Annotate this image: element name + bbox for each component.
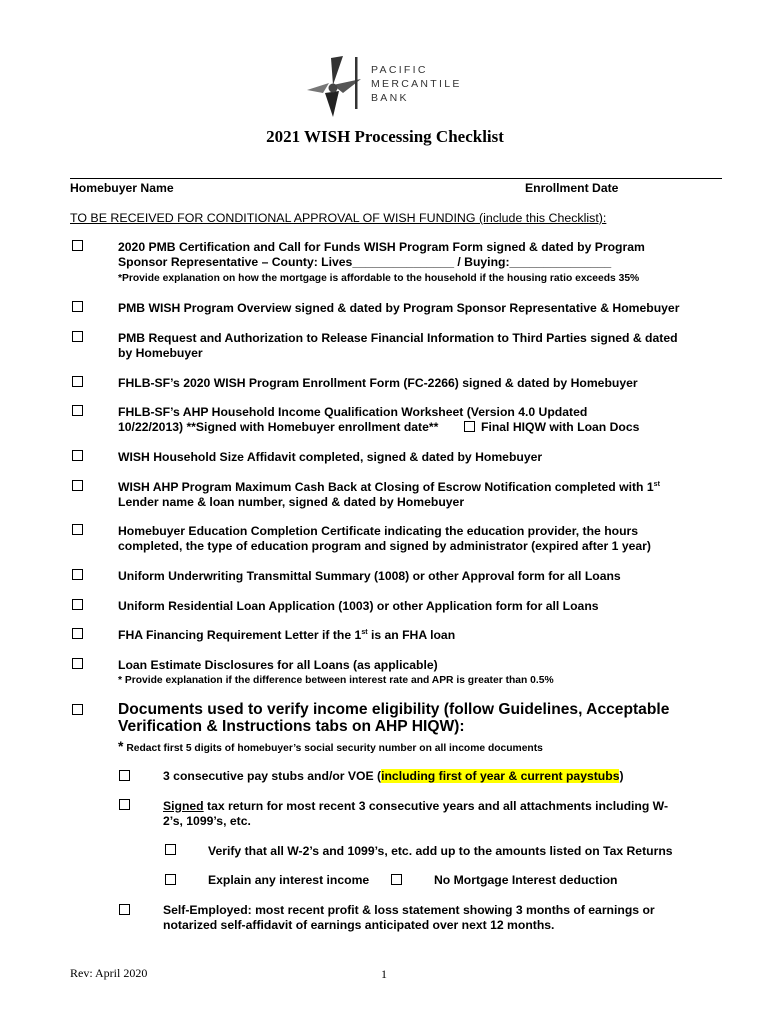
- item-no-mortgage-interest: No Mortgage Interest deduction: [434, 873, 618, 887]
- checkbox-transmittal-summary[interactable]: [72, 569, 83, 580]
- checkbox-loan-estimate[interactable]: [72, 658, 83, 669]
- item-pmb-certification-note: *Provide explanation on how the mortgage is affordable to the household if the housing ratio exceeds 35%: [118, 273, 640, 284]
- item-income-worksheet-line2: 10/22/2013) **Signed with Homebuyer enrollment date**: [118, 420, 439, 434]
- item-fha-letter-text-a: FHA Financing Requirement Letter if the 1: [118, 628, 362, 642]
- tax-return-text: tax return for most recent 3 consecutive years and all attachments including W-: [203, 799, 668, 813]
- item-verify-w2: Verify that all W-2’s and 1099’s, etc. add up to the amounts listed on Tax Returns: [208, 844, 673, 858]
- signed-word: Signed: [163, 799, 204, 813]
- docs-heading-line2: Verification & Instructions tabs on AHP HIQW):: [118, 718, 465, 735]
- item-household-size: WISH Household Size Affidavit completed, signed & dated by Homebuyer: [118, 450, 543, 464]
- item-cash-back-line2: Lender name & loan number, signed & dated by Homebuyer: [118, 495, 465, 509]
- item-enrollment-form: FHLB-SF’s 2020 WISH Program Enrollment Form (FC-2266) signed & dated by Homebuyer: [118, 376, 638, 390]
- logo-mark-icon: [303, 53, 365, 119]
- item-loan-application: Uniform Residential Loan Application (1003) or other Application form for all Loans: [118, 599, 599, 613]
- logo-line-1: PACIFIC: [371, 64, 428, 76]
- pay-stubs-text-b: ): [619, 769, 624, 783]
- item-education-certificate-line1: Homebuyer Education Completion Certificate indicating the education provider, the hours: [118, 524, 639, 538]
- checkbox-loan-application[interactable]: [72, 599, 83, 610]
- item-self-employed-line1: Self-Employed: most recent profit & loss statement showing 3 months of earnings or: [163, 903, 655, 917]
- checkbox-self-employed[interactable]: [119, 904, 130, 915]
- checkbox-cash-back[interactable]: [72, 480, 83, 491]
- checkbox-verify-w2[interactable]: [165, 844, 176, 855]
- item-fha-letter: [118, 628, 455, 643]
- section-heading: TO BE RECEIVED FOR CONDITIONAL APPROVAL OF WISH FUNDING (include this Checklist):: [70, 211, 607, 225]
- item-pmb-certification-line1: 2020 PMB Certification and Call for Funds WISH Program Form signed & dated by Program: [118, 240, 645, 254]
- checkbox-income-documents[interactable]: [72, 704, 83, 715]
- checkbox-program-overview[interactable]: [72, 301, 83, 312]
- item-tax-return-line2: 2’s, 1099’s, etc.: [163, 814, 251, 828]
- checkbox-pmb-certification[interactable]: [72, 240, 83, 251]
- logo-line-3: BANK: [371, 92, 409, 104]
- item-cash-back-text: WISH AHP Program Maximum Cash Back at Closing of Escrow Notification completed with 1: [118, 480, 654, 494]
- checkbox-tax-return[interactable]: [119, 799, 130, 810]
- page-title: 2021 WISH Processing Checklist: [266, 127, 504, 146]
- homebuyer-name-label: Homebuyer Name: [70, 181, 174, 195]
- revision-date: Rev: April 2020: [70, 966, 148, 980]
- item-release-authorization-line2: by Homebuyer: [118, 346, 203, 360]
- checkbox-no-mortgage-interest[interactable]: [391, 874, 402, 885]
- item-pmb-certification-line2: Sponsor Representative – County: Lives_______________ / Buying:_______________: [118, 255, 612, 269]
- enrollment-date-label: Enrollment Date: [525, 181, 619, 195]
- item-education-certificate-line2: completed, the type of education program and signed by administrator (expired after 1 year): [118, 539, 651, 553]
- item-self-employed-line2: notarized self-affidavit of earnings anticipated over next 12 months.: [163, 918, 555, 932]
- asterisk: *: [118, 738, 124, 754]
- checkbox-household-size[interactable]: [72, 450, 83, 461]
- checkbox-release-authorization[interactable]: [72, 331, 83, 342]
- ordinal-suffix: st: [653, 480, 660, 488]
- logo-line-2: MERCANTILE: [371, 78, 462, 90]
- pay-stubs-text-a: 3 consecutive pay stubs and/or VOE (: [163, 769, 382, 783]
- docs-heading-line1: Documents used to verify income eligibility (follow Guidelines, Acceptable: [118, 701, 670, 718]
- checkbox-interest-income[interactable]: [165, 874, 176, 885]
- docs-redact-text: Redact first 5 digits of homebuyer’s social security number on all income documents: [126, 743, 543, 754]
- item-interest-income: Explain any interest income: [208, 873, 370, 887]
- item-transmittal-summary: Uniform Underwriting Transmittal Summary (1008) or other Approval form for all Loans: [118, 569, 621, 583]
- item-income-worksheet-line1: FHLB-SF’s AHP Household Income Qualification Worksheet (Version 4.0 Updated: [118, 405, 588, 419]
- item-program-overview: PMB WISH Program Overview signed & dated by Program Sponsor Representative & Homebuyer: [118, 301, 680, 315]
- ordinal-suffix: st: [361, 628, 368, 636]
- page-number: 1: [381, 967, 387, 981]
- checkbox-final-hiqw[interactable]: [464, 421, 475, 432]
- item-fha-letter-text-b: is an FHA loan: [367, 628, 456, 642]
- checkbox-pay-stubs[interactable]: [119, 770, 130, 781]
- checkbox-education-certificate[interactable]: [72, 524, 83, 535]
- item-loan-estimate-note: * Provide explanation if the difference between interest rate and APR is greater than 0.5%: [118, 675, 554, 686]
- checkbox-enrollment-form[interactable]: [72, 376, 83, 387]
- item-tax-return-line1: [163, 799, 668, 814]
- name-date-rule: [70, 178, 722, 179]
- docs-redact-note: [118, 739, 543, 756]
- pay-stubs-highlight: including first of year & current paystubs: [381, 769, 620, 783]
- item-cash-back-line1: [118, 480, 660, 495]
- item-final-hiqw: Final HIQW with Loan Docs: [481, 420, 640, 434]
- item-loan-estimate: Loan Estimate Disclosures for all Loans (as applicable): [118, 658, 438, 672]
- item-pay-stubs: [163, 769, 624, 784]
- checkbox-fha-letter[interactable]: [72, 628, 83, 639]
- checkbox-income-worksheet[interactable]: [72, 405, 83, 416]
- item-release-authorization-line1: PMB Request and Authorization to Release Financial Information to Third Parties signed & dated: [118, 331, 678, 345]
